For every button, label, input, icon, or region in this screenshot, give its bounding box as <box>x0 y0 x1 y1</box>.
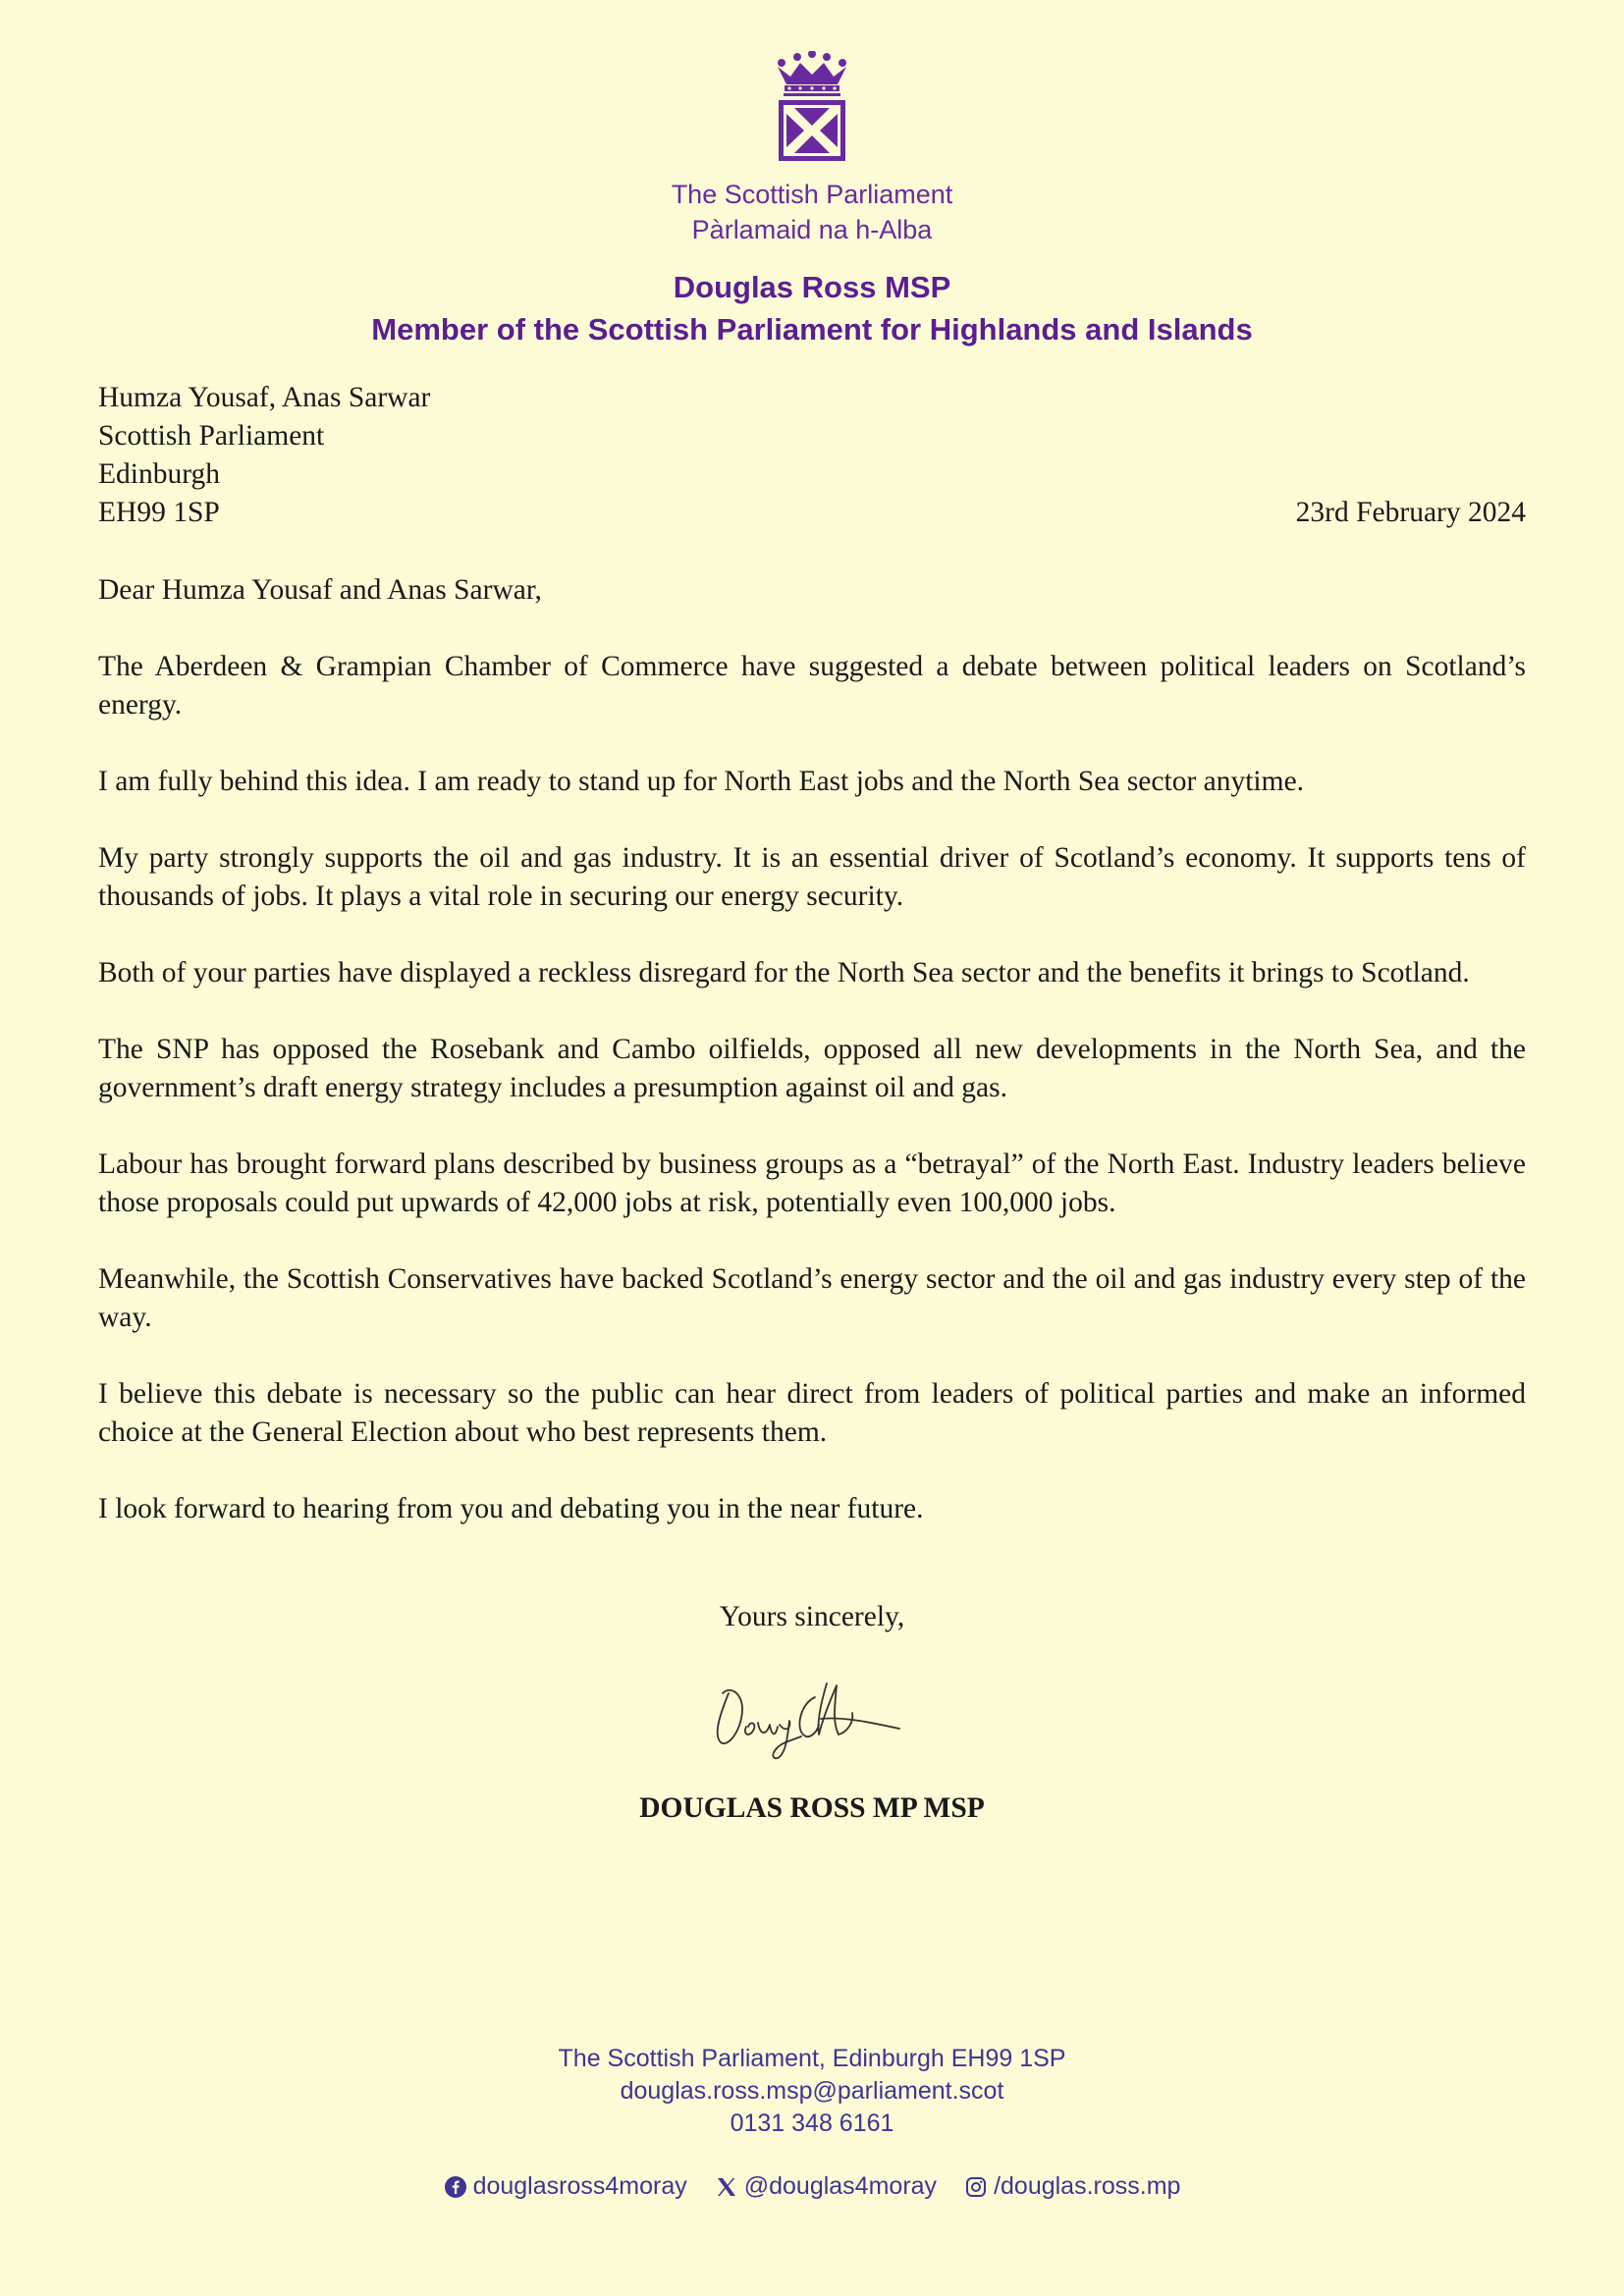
footer-email[interactable]: douglas.ross.msp@parliament.scot <box>620 2077 1004 2105</box>
x-handle: @douglas4moray <box>743 2172 938 2200</box>
instagram-icon <box>964 2175 988 2199</box>
letter-body <box>98 571 1526 1567</box>
body-paragraph: Meanwhile, the Scottish Conservatives have backed Scotland’s energy sector and the oil and gas industry every step of the way. <box>98 1263 1526 1333</box>
mp-name: Douglas Ross MSP <box>673 270 951 304</box>
body-paragraph: I believe this debate is necessary so the public can hear direct from leaders of political parties and make an informed choice at the General Election about who best represents them. <box>98 1378 1526 1448</box>
footer-address: The Scottish Parliament, Edinburgh EH99 1SP <box>558 2045 1066 2072</box>
parliament-name-english: The Scottish Parliament <box>671 180 953 209</box>
facebook-handle: douglasross4moray <box>472 2172 687 2200</box>
x-link[interactable] <box>715 2172 937 2201</box>
facebook-icon <box>444 2175 467 2199</box>
body-paragraph: I look forward to hearing from you and debating you in the near future. <box>98 1493 924 1524</box>
body-paragraph: My party strongly supports the oil and gas industry. It is an essential driver of Scotland’s economy. It supports tens of thousands of jobs. It plays a vital role in securing our energy security. <box>98 842 1526 912</box>
address-line: Scottish Parliament <box>98 420 325 452</box>
address-line: Humza Yousaf, Anas Sarwar <box>98 382 431 413</box>
address-line: EH99 1SP <box>98 497 220 528</box>
parliament-name-gaelic: Pàrlamaid na h-Alba <box>691 215 933 244</box>
instagram-link[interactable] <box>964 2172 1180 2201</box>
x-icon <box>715 2175 738 2199</box>
letter-date: 23rd February 2024 <box>1295 497 1526 528</box>
body-paragraph: The SNP has opposed the Rosebank and Cambo oilfields, opposed all new developments in the North Sea, and the government’s draft energy strategy includes a presumption against oil and gas. <box>98 1034 1526 1103</box>
mp-role: Member of the Scottish Parliament for Highlands and Islands <box>371 312 1253 347</box>
body-paragraph: Both of your parties have displayed a reckless disregard for the North Sea sector and the benefits it brings to Scotland. <box>98 957 1470 988</box>
body-paragraph: The Aberdeen & Grampian Chamber of Commerce have suggested a debate between political leaders on Scotland’s energy. <box>98 651 1526 721</box>
social-links <box>0 2172 1624 2201</box>
body-paragraph: I am fully behind this idea. I am ready to stand up for North East jobs and the North Sea sector anytime. <box>98 766 1305 797</box>
body-paragraph: Labour has brought forward plans described by business groups as a “betrayal” of the North East. Industry leaders believe those proposals could put upwards of 42,000 jobs at risk, potentially even 100,000 jobs. <box>98 1148 1526 1218</box>
signoff: Yours sincerely, <box>719 1601 905 1632</box>
footer-phone: 0131 348 6161 <box>730 2109 894 2137</box>
salutation: Dear Humza Yousaf and Anas Sarwar, <box>98 574 542 606</box>
signer-name: DOUGLAS ROSS MP MSP <box>639 1792 985 1824</box>
crown-logo-icon <box>773 51 851 161</box>
facebook-link[interactable] <box>444 2172 687 2201</box>
instagram-handle: /douglas.ross.mp <box>994 2172 1181 2200</box>
recipient-address <box>98 379 430 532</box>
address-line: Edinburgh <box>98 458 221 490</box>
handwritten-signature <box>707 1664 933 1762</box>
